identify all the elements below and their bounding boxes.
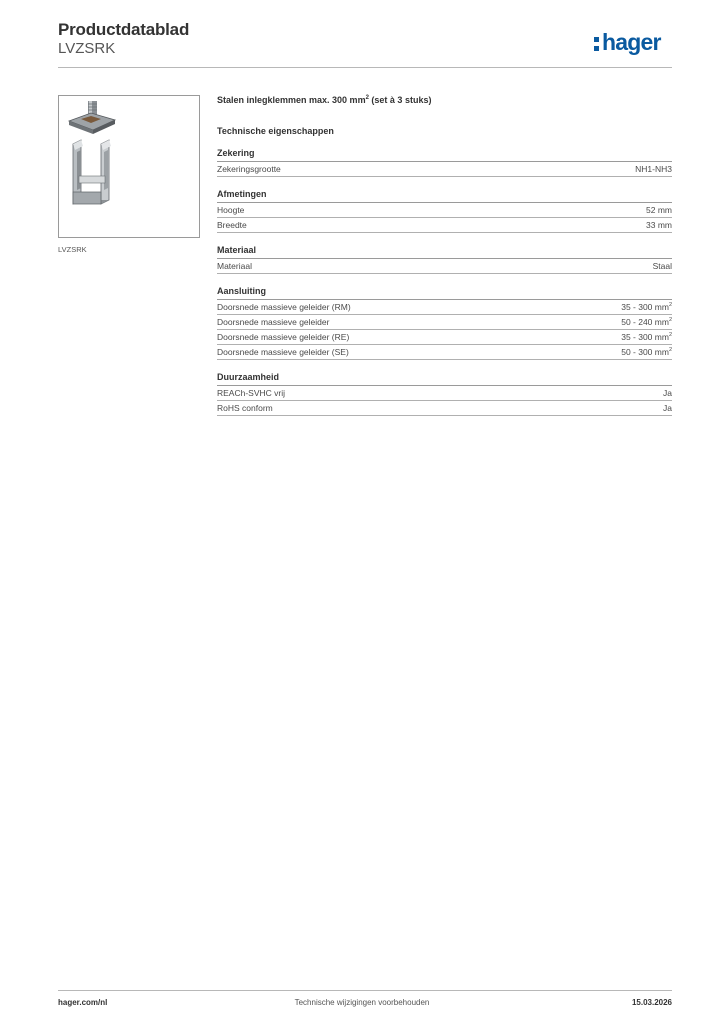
footer-divider bbox=[58, 990, 672, 991]
spec-row bbox=[217, 386, 672, 401]
spec-value-text: Staal bbox=[652, 261, 672, 271]
product-description: Stalen inlegklemmen max. 300 $mm^2$ (set à 3 stuks) bbox=[217, 95, 432, 105]
spec-label: REACh-SVHC vrij bbox=[217, 388, 286, 398]
spec-value-text: 35 - 300 mm bbox=[621, 302, 669, 312]
spec-label: Breedte bbox=[217, 220, 247, 230]
header-divider bbox=[58, 67, 672, 68]
spec-value-text: 33 mm bbox=[646, 220, 672, 230]
spec-value-unit-exponent: 2 bbox=[668, 332, 672, 339]
hager-logo[interactable] bbox=[594, 28, 674, 56]
document-title: Productdatablad bbox=[58, 20, 190, 39]
spec-row bbox=[217, 345, 672, 360]
spec-value-text: 52 mm bbox=[646, 205, 672, 215]
spec-value bbox=[621, 302, 672, 312]
spec-value bbox=[635, 164, 672, 174]
spec-value bbox=[621, 317, 672, 327]
spec-content bbox=[217, 95, 672, 416]
spec-value-text: NH1-NH3 bbox=[635, 164, 672, 174]
footer-date: 15.03.2026 bbox=[631, 998, 672, 1007]
spec-label: Doorsnede massieve geleider (RM) bbox=[217, 302, 351, 312]
spec-row bbox=[217, 330, 672, 345]
spec-group bbox=[217, 372, 672, 416]
spec-group bbox=[217, 189, 672, 233]
spec-value-text: 50 - 240 mm bbox=[621, 317, 669, 327]
section-title: Technische eigenschappen bbox=[217, 126, 334, 136]
spec-value-unit-exponent: 2 bbox=[668, 317, 672, 324]
spec-label: Materiaal bbox=[217, 261, 252, 271]
spec-row bbox=[217, 162, 672, 177]
spec-group-title: Afmetingen bbox=[217, 189, 672, 203]
spec-value bbox=[646, 220, 672, 230]
image-caption: LVZSRK bbox=[58, 245, 87, 254]
spec-row bbox=[217, 401, 672, 416]
spec-value bbox=[621, 347, 672, 357]
spec-group-title: Zekering bbox=[217, 148, 672, 162]
spec-value-text: Ja bbox=[663, 388, 672, 398]
product-code: LVZSRK bbox=[58, 40, 116, 57]
spec-label: Zekeringsgrootte bbox=[217, 164, 281, 174]
spec-group bbox=[217, 148, 672, 177]
logo-text: hager bbox=[602, 28, 661, 55]
spec-value-text: 35 - 300 mm bbox=[621, 332, 669, 342]
spec-group-title: Materiaal bbox=[217, 245, 672, 259]
spec-value bbox=[653, 261, 672, 271]
spec-label: RoHS conform bbox=[217, 403, 273, 413]
spec-groups bbox=[217, 148, 672, 416]
spec-group-title: Duurzaamheid bbox=[217, 372, 672, 386]
product-image bbox=[58, 95, 200, 238]
spec-group-title: Aansluiting bbox=[217, 286, 672, 300]
spec-row bbox=[217, 315, 672, 330]
spec-value-unit-exponent: 2 bbox=[668, 347, 672, 354]
footer-disclaimer: Technische wijzigingen voorbehouden bbox=[294, 998, 430, 1007]
spec-label: Doorsnede massieve geleider (SE) bbox=[217, 347, 349, 357]
footer-website-link[interactable]: hager.com/nl bbox=[58, 998, 108, 1007]
spec-label: Hoogte bbox=[217, 205, 245, 215]
spec-group bbox=[217, 286, 672, 360]
terminal-clamp-icon bbox=[59, 96, 199, 237]
spec-value bbox=[663, 388, 672, 398]
spec-row bbox=[217, 259, 672, 274]
logo-dots-icon bbox=[594, 37, 599, 51]
spec-row bbox=[217, 203, 672, 218]
spec-label: Doorsnede massieve geleider bbox=[217, 317, 330, 327]
spec-value-text: Ja bbox=[663, 403, 672, 413]
spec-value bbox=[621, 332, 672, 342]
spec-row bbox=[217, 218, 672, 233]
spec-value bbox=[663, 403, 672, 413]
spec-value-unit-exponent: 2 bbox=[668, 302, 672, 309]
spec-group bbox=[217, 245, 672, 274]
spec-row bbox=[217, 300, 672, 315]
spec-value-text: 50 - 300 mm bbox=[621, 347, 669, 357]
spec-value bbox=[646, 205, 672, 215]
spec-label: Doorsnede massieve geleider (RE) bbox=[217, 332, 350, 342]
